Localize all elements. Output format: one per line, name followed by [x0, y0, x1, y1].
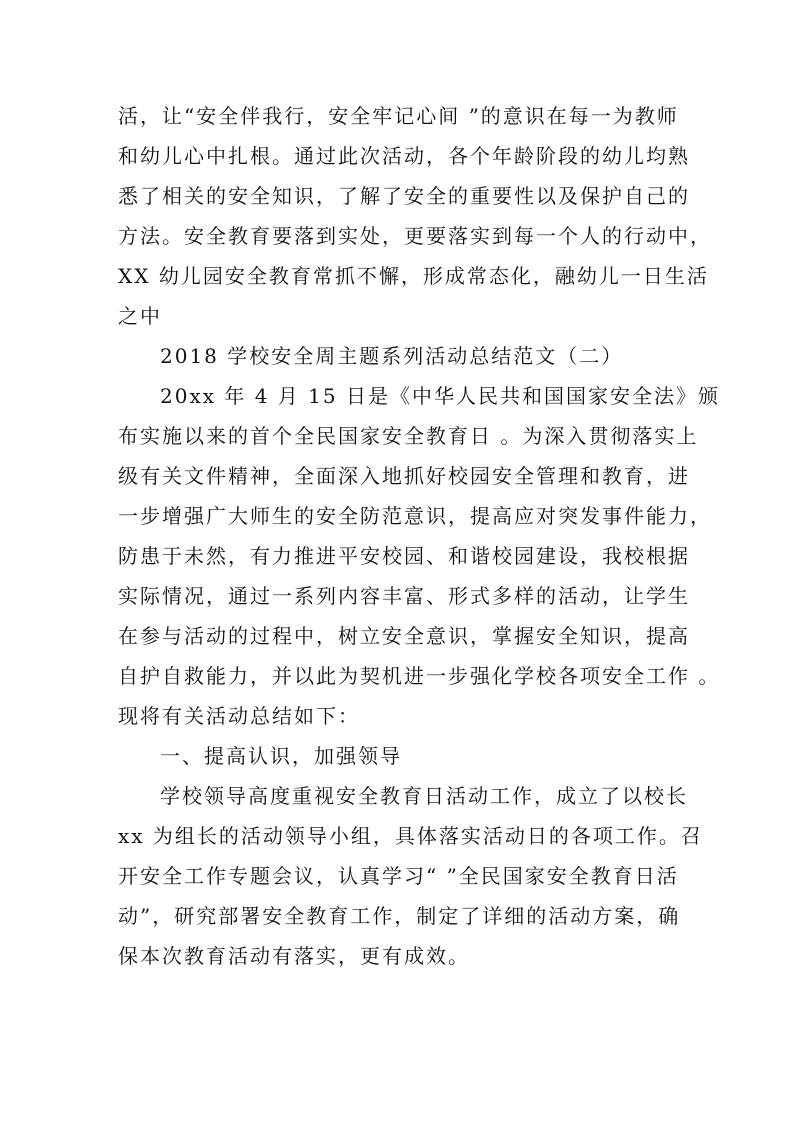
text-line: 自护自救能力，并以此为契机进一步强化学校各项安全工作 。 [118, 664, 721, 688]
text-line: 之中 [118, 304, 162, 328]
text-line: 学校领导高度重视安全教育日活动工作，成立了以校长 [160, 784, 688, 808]
text-line: 保本次教育活动有落实，更有成效。 [118, 944, 470, 968]
text-line: 和幼儿心中扎根。通过此次活动，各个年龄阶段的幼儿均熟 [118, 144, 690, 168]
text-line: 在参与活动的过程中，树立安全意识，掌握安全知识，提高 [118, 624, 690, 648]
text-line: 动”，研究部署安全教育工作，制定了详细的活动方案，确 [118, 904, 681, 928]
text-line: 防患于未然，有力推进平安校园、和谐校园建设，我校根据 [118, 544, 690, 568]
text-line: 开安全工作专题会议，认真学习“ ”全民国家安全教育日活 [118, 864, 679, 888]
document-body [118, 96, 721, 976]
paragraph-continued [118, 96, 712, 336]
text-line: xx 为组长的活动领导小组，具体落实活动日的各项工作。召 [118, 824, 703, 848]
paragraph-intro [118, 376, 721, 736]
text-line: XX 幼儿园安全教育常抓不懈，形成常态化，融幼儿一日生活 [118, 264, 709, 288]
text-line: 现将有关活动总结如下： [118, 704, 360, 728]
text-line: 实际情况，通过一系列内容丰富、形式多样的活动，让学生 [118, 584, 690, 608]
text-line: 方法。安全教育要落到实处，更要落实到每一个人的行动中， [118, 224, 712, 248]
paragraph-section-1 [118, 776, 703, 976]
text-line: 悉了相关的安全知识，了解了安全的重要性以及保护自己的 [118, 184, 690, 208]
text-line: 级有关文件精神，全面深入地抓好校园安全管理和教育，进 [118, 464, 690, 488]
document-title: 2018 学校安全周主题系列活动总结范文（二） [160, 344, 624, 368]
section-heading: 一、提高认识，加强领导 [160, 744, 402, 768]
text-line: 20xx 年 4 月 15 日是《中华人民共和国国家安全法》颁 [160, 384, 720, 408]
text-line: 活，让“安全伴我行，安全牢记心间 ”的意识在每一为教师 [118, 104, 679, 128]
text-line: 一步增强广大师生的安全防范意识，提高应对突发事件能力， [118, 504, 712, 528]
text-line: 布实施以来的首个全民国家安全教育日 。为深入贯彻落实上 [118, 424, 699, 448]
